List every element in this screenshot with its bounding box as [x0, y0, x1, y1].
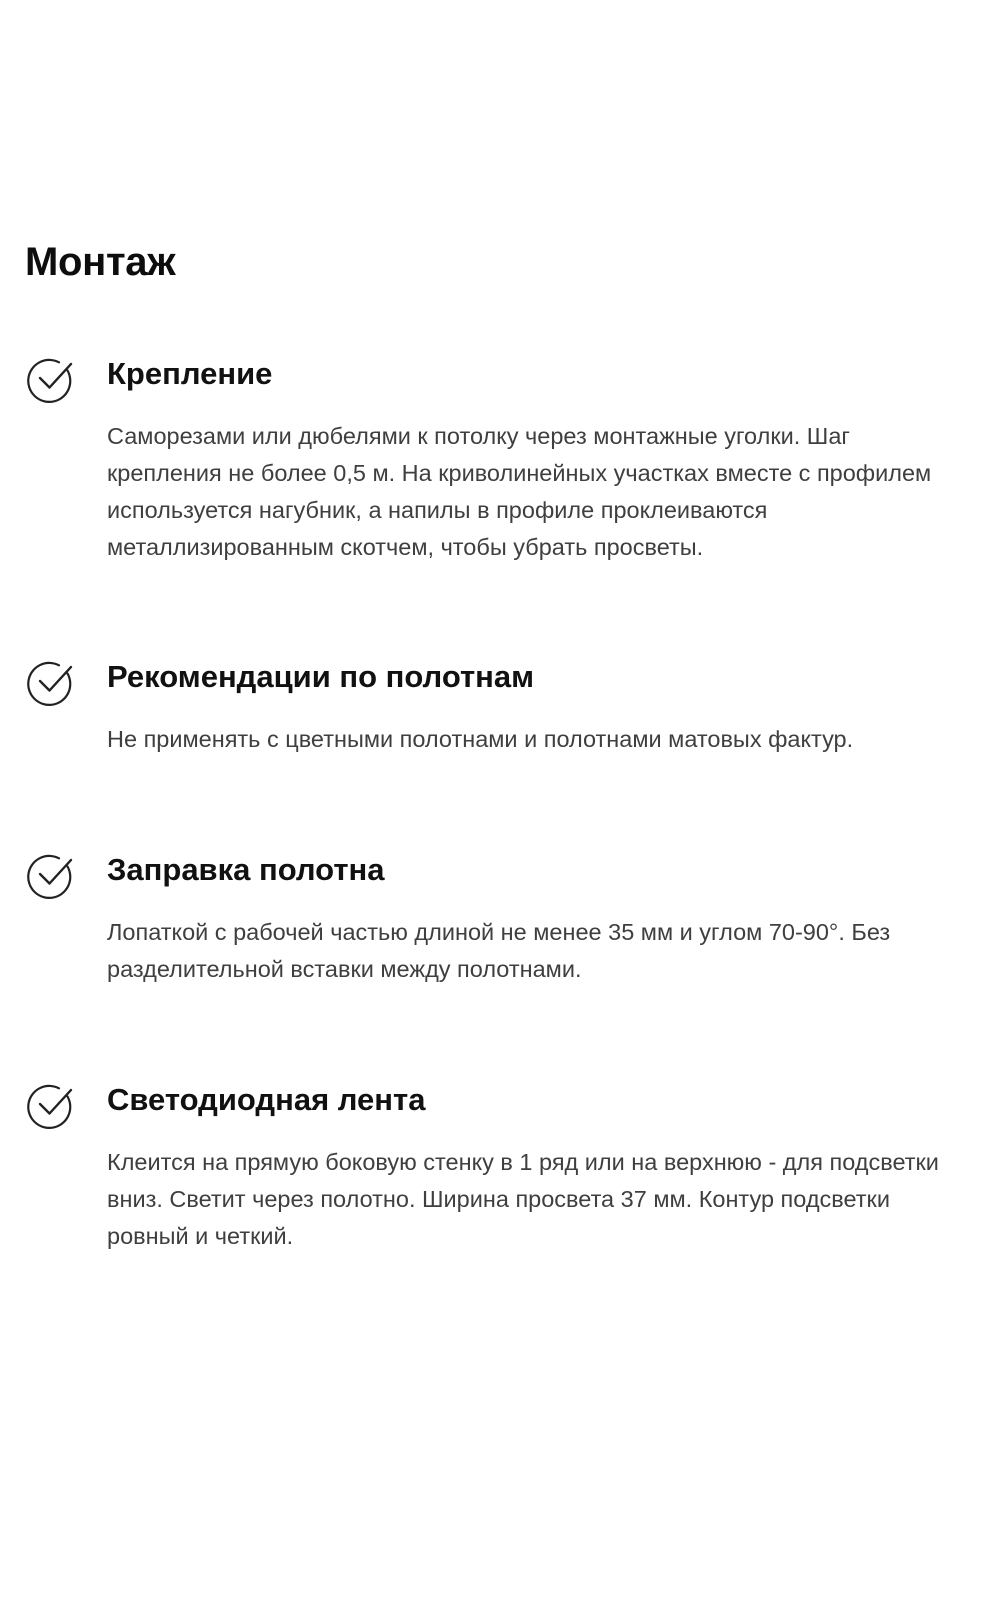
check-circle-icon: [25, 354, 75, 404]
section-text: Саморезами или дюбелями к потолку через монтажные уголки. Шаг крепления не более 0,5 м. На криволинейных участках вместе с профилем используется нагубник, а напилы в профиле проклеиваются металлизированным скотчем, чтобы убрать просветы.: [107, 423, 932, 560]
check-circle-icon: [25, 657, 75, 707]
section-title: Рекомендации по полотнам: [107, 659, 535, 694]
section-text: Не применять с цветными полотнами и полотнами матовых фактур.: [107, 726, 854, 752]
section-title: Заправка полотна: [107, 852, 385, 887]
check-circle-icon: [25, 1080, 75, 1130]
section-title: Крепление: [107, 356, 273, 391]
section-text: Лопаткой с рабочей частью длиной не менее 35 мм и углом 70-90°. Без разделительной вставки между полотнами.: [107, 919, 891, 982]
check-circle-icon: [25, 850, 75, 900]
page-title: Монтаж: [25, 240, 176, 284]
section-text: Клеится на прямую боковую стенку в 1 ряд или на верхнюю - для подсветки вниз. Светит через полотно. Ширина просвета 37 мм. Контур подсветки ровный и четкий.: [107, 1149, 939, 1249]
section-title: Светодиодная лента: [107, 1082, 426, 1117]
